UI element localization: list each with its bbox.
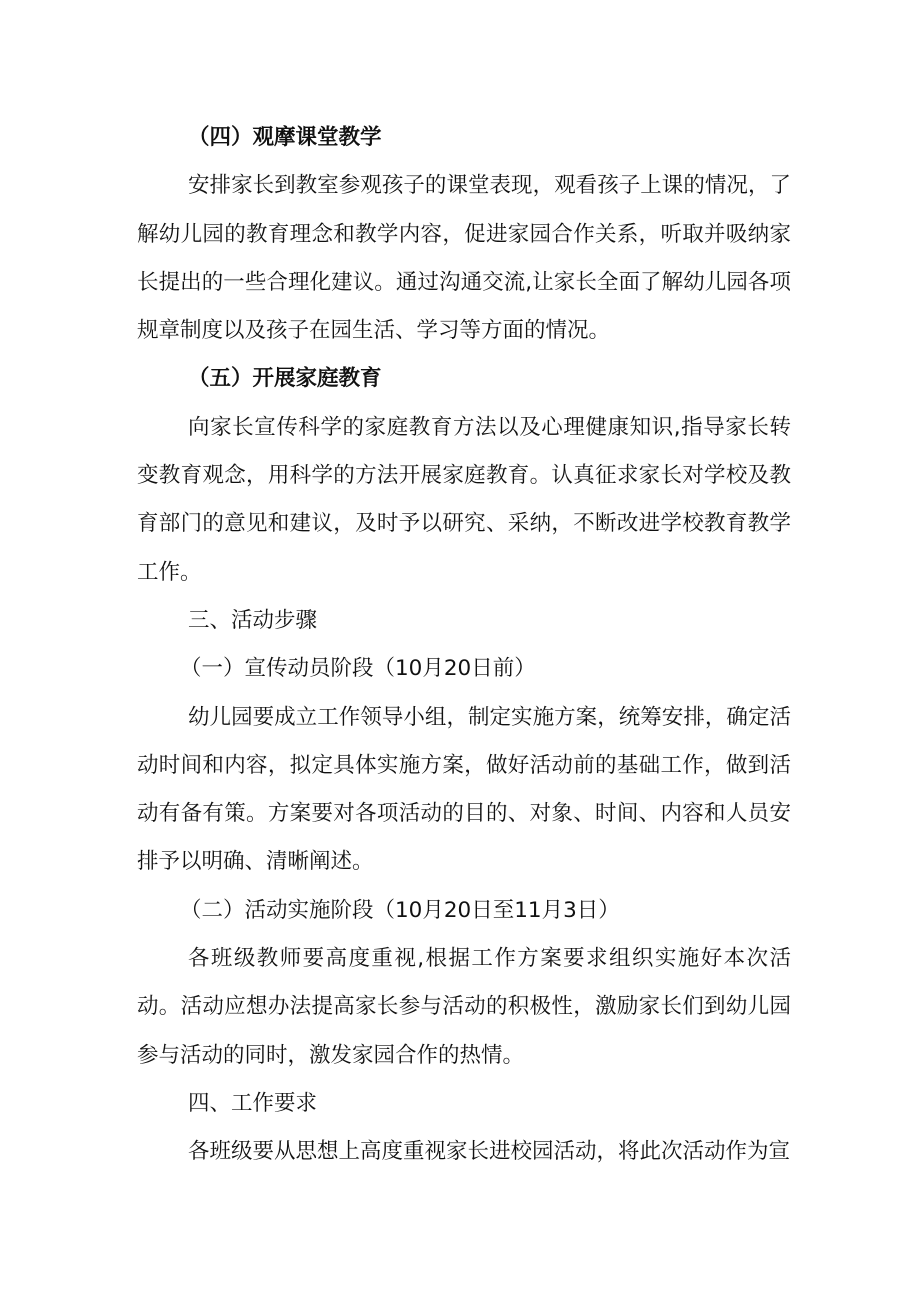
paragraph-publicity: 幼儿园要成立工作领导小组，制定实施方案，统筹安排，确定活动时间和内容，拟定具体实施方案，做好活动前的基础工作，做到活动有备有策。方案要对各项活动的目的、对象、时间、内容和人员安排予以明确、清晰阐述。	[137, 704, 791, 875]
paragraph-observe-classroom: 安排家长到教室参观孩子的课堂表现，观看孩子上课的情况，了解幼儿园的教育理念和教学内容，促进家园合作关系，听取并吸纳家长提出的一些合理化建议。通过沟通交流,让家长全面了解幼儿园各项规章制度以及孩子在园生活、学习等方面的情况。	[137, 173, 791, 344]
paragraph-implementation: 各班级教师要高度重视,根据工作方案要求组织实施好本次活动。活动应想办法提高家长参与活动的积极性，激励家长们到幼儿园参与活动的同时，激发家园合作的热情。	[137, 946, 791, 1068]
paragraph-family-education: 向家长宣传科学的家庭教育方法以及心理健康知识,指导家长转变教育观念，用科学的方法开展家庭教育。认真征求家长对学校及教育部门的意见和建议，及时予以研究、采纳，不断改进学校教育教学工作。	[137, 414, 791, 585]
section-heading-observe-classroom: （四）观摩课堂教学	[188, 125, 382, 150]
paragraph-work-requirements: 各班级要从思想上高度重视家长进校园活动，将此次活动作为宣	[188, 1139, 791, 1165]
stage-heading-publicity: （一）宣传动员阶段（10月20日前）	[180, 656, 536, 682]
document-body	[137, 114, 791, 1177]
part-heading-work-requirements: 四、工作要求	[188, 1090, 318, 1116]
section-heading-family-education: （五）开展家庭教育	[188, 366, 382, 392]
part-heading-activity-steps: 三、活动步骤	[188, 607, 318, 633]
stage-heading-implementation: （二）活动实施阶段（10月20日至11月3日）	[180, 897, 620, 923]
